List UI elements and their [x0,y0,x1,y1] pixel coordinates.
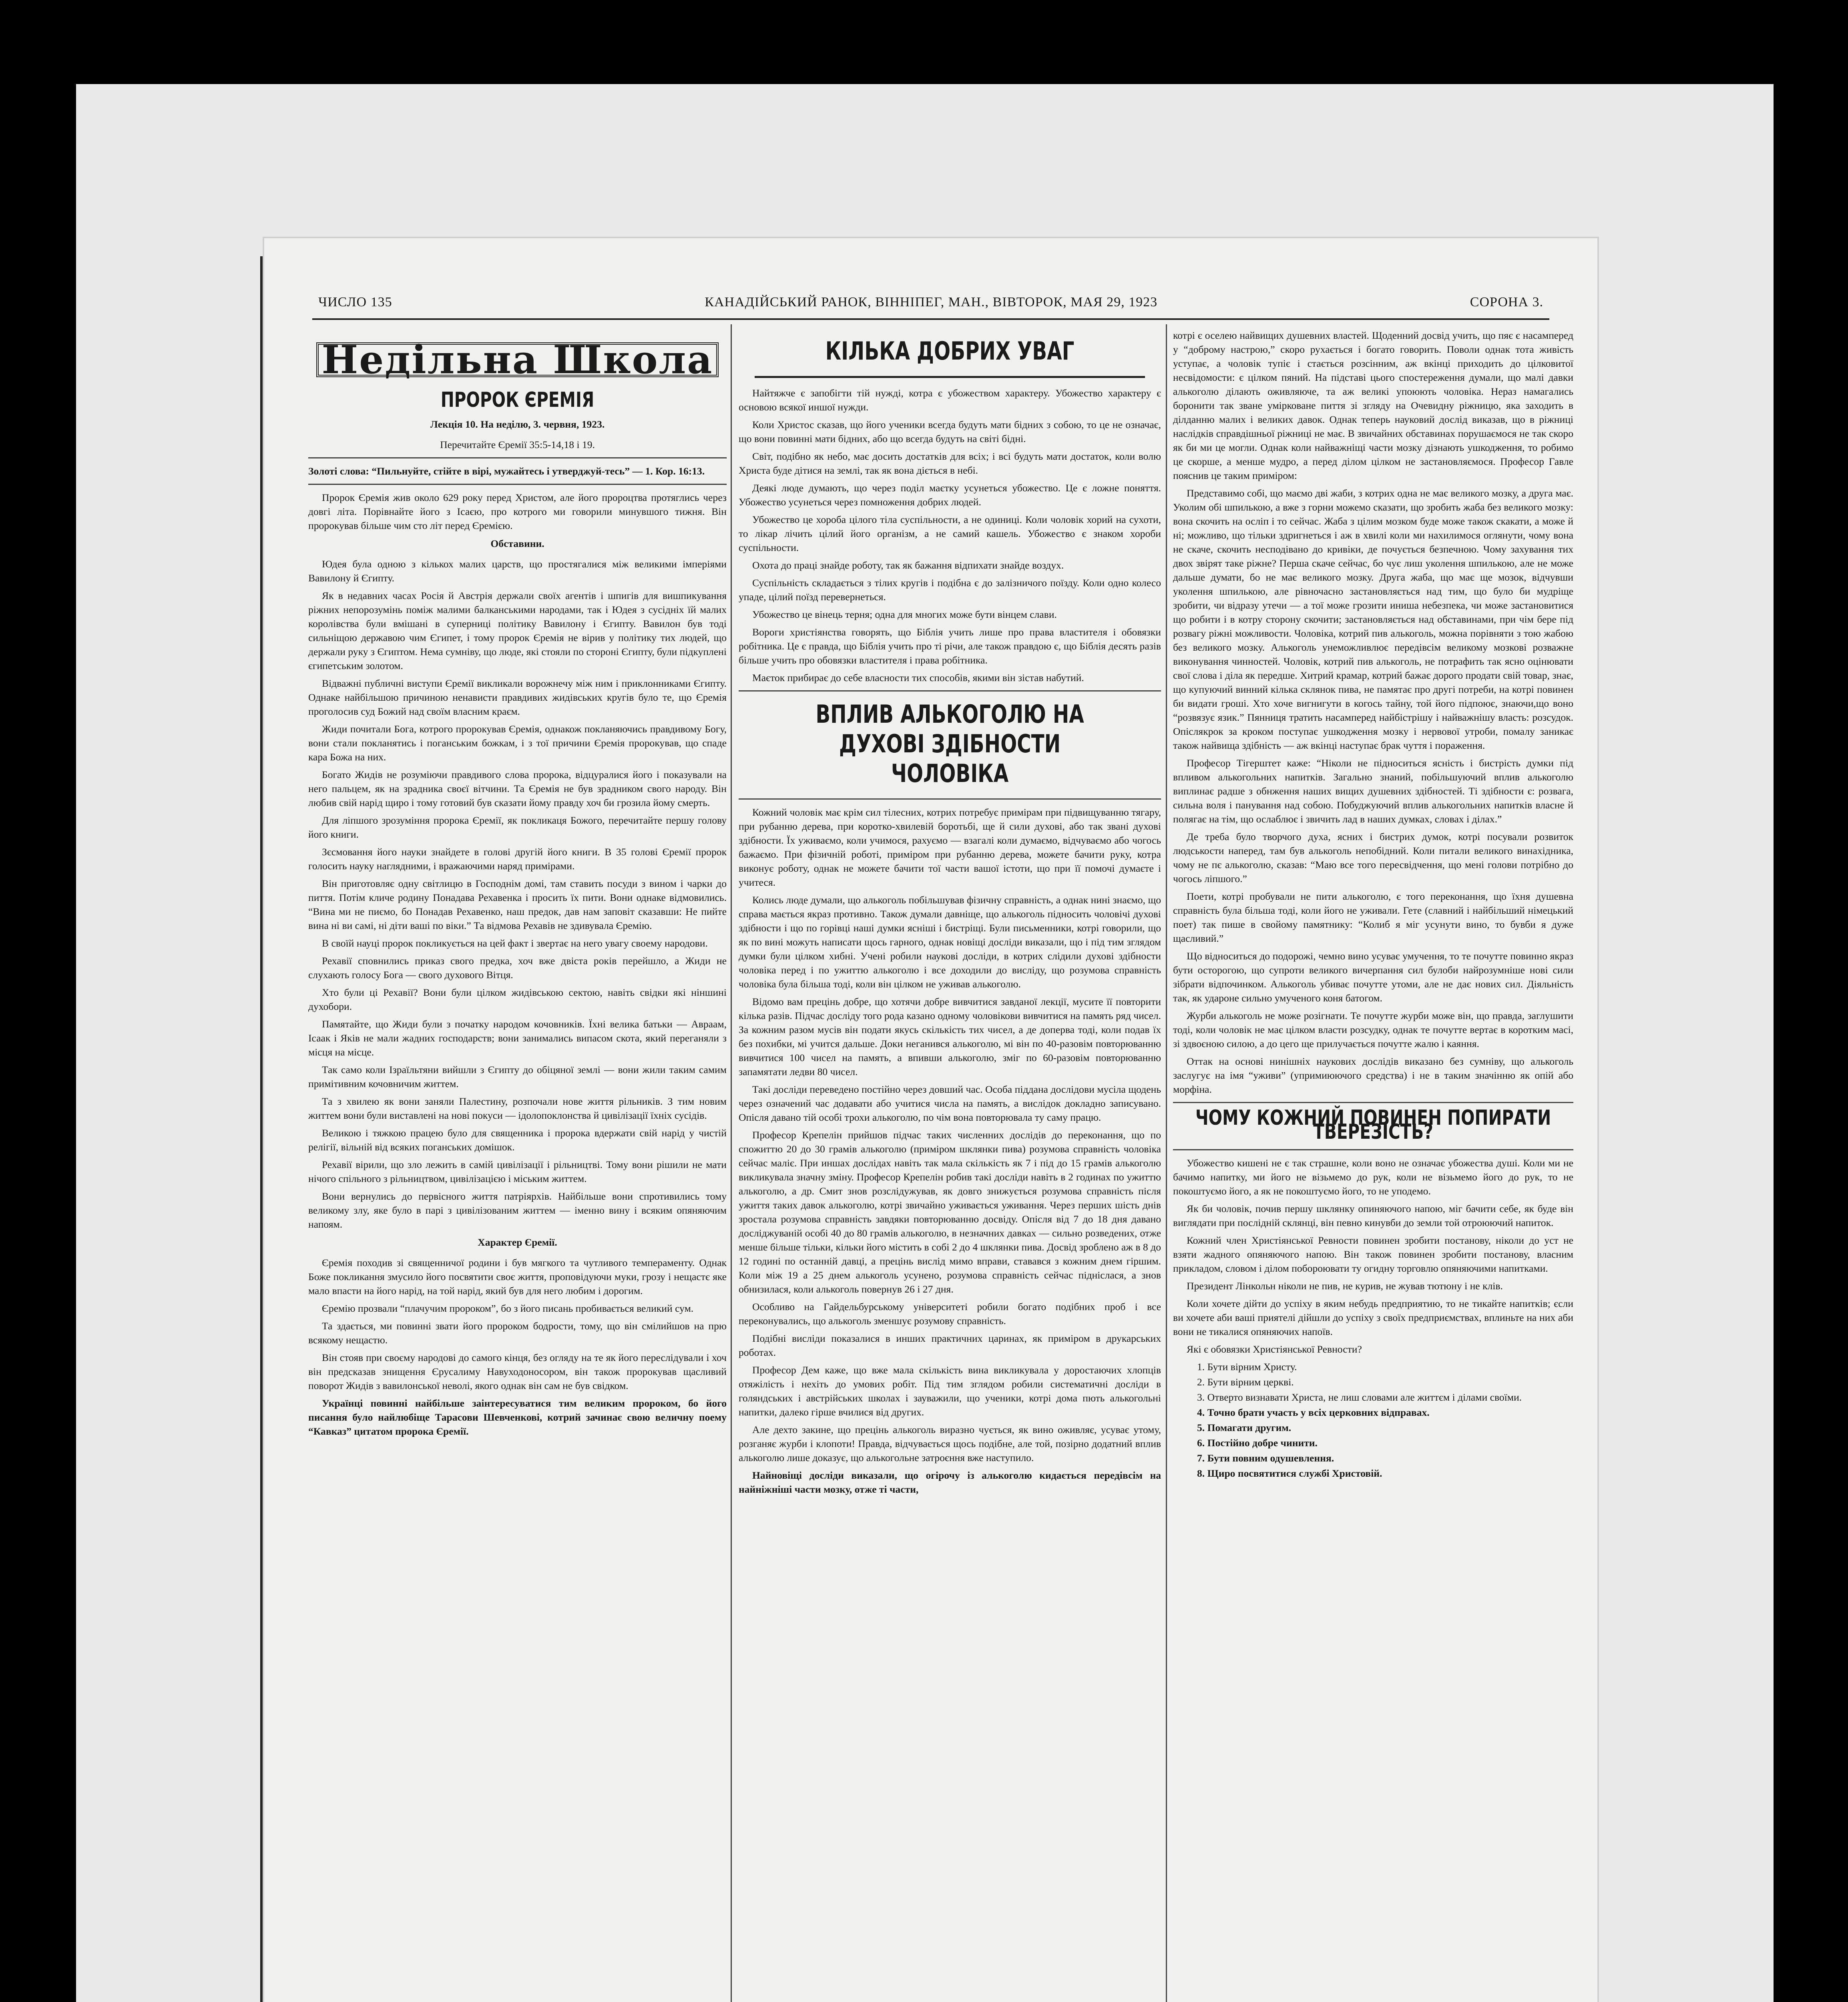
paragraph: Українці повинні найбільше заінтересуватися тим великим пророком, бо його писання було найлюбіще Тарасови Шевченкові, котрий зачинає свою величну поему “Кавказ” цитатом пророка Єремії. [308,1397,727,1437]
paragraph: Оттак на основі нинішніх наукових дослідів виказано без сумніву, що алькоголь заслугує на імя “уживи” (упримиюючого средства) і не в таким значінню як опій або морфіна. [1173,1055,1573,1095]
paragraph: Убожество це хороба цілого тіла суспільности, а не одиниці. Коли чоловік хорий на сухоти, то лікар лічить цілий його організм, а не самий кашель. Убожество є знаком хороби суспільности. [739,514,1161,553]
paragraph: Відважні публичні виступи Єремії викликали ворожнечу між ним і приклонниками Єгипту. Однаке найбільшою причиною ненависти правдивих жидівських кругів було те, що Єремія проголосив суд Божий над своїм власним краєм. [308,677,727,717]
issue-number: ЧИСЛО 135 [318,295,392,310]
reread-line: Перечитайте Єремії 35:5-14,18 і 19. [440,439,595,450]
lesson-line: Лекція 10. На неділю, 3. червня, 1923. [430,418,605,430]
paragraph: Кожний член Христіянської Ревности повинен зробити постанову, ніколи до уст не взяти жадного опяняючого напою. Він також повинен зробити постанову, власним прикладом, словом і ділом побороювати ту огидну торговлю опяняючими напитками. [1173,1234,1573,1274]
headline-rule [755,376,1145,378]
paragraph: Відомо вам прецінь добре, що хотячи добре вивчитися завданої лекції, мусите її повторити кілька разів. Підчас досліду того рода казано одному чоловікови вивчитися на память ряд чисел. За кожним разом мусів він подати якусь скількість тих чисел, а де доперва тоді, коли подав їх без похибки, мі учится дальше. Доки неганився алькоголю, мі він по 40-разовім повторюванню вивчитися 100 чисел на память, а впивши алькоголю, зміг по 60-разовім повторюванню запамятати ледви 80 чисел. [739,996,1161,1077]
column-sunday-school [308,328,727,1442]
column-rule-2 [1166,324,1167,2002]
paragraph: Маєток прибирає до себе власности тих способів, якими він зістав набутий. [752,672,1084,683]
paragraph: Він приготовляє одну світлицю в Господнім домі, там ставить посуди з вином і чарки до пиття. Потім кличе родину Понадава Рехавенка і просить їх пити. Вони однаке відмовились. “Вина ми не пиємо, бо Понадав Рехавенко, наш предок, дав нам заповіт сказавши: Не пийте вина ні ви самі, ні діти ваші по віки.” Та відмова Рехавів не здивувала Єремію. [308,878,727,931]
paragraph: Та з хвилею як вони заняли Палестину, розпочали нове життя рільників. З тим новим життем вони були виставлені на нові покуси — ідолопоклонства й цивілізації їхніх сусідів. [308,1095,727,1121]
list-item: 1. Бути вірним Христу. [1197,1361,1297,1373]
paragraph: Він стояв при своєму народові до самого кінця, без огляду на те як його переслідували і хоч він предсказав знищення Єрусалиму Навуходоносором, він також пророкував щасливий поворот Жидів з вавилонської неволі, якого однак він сам не був свідком. [308,1352,727,1391]
list-item: 2. Бути вірним церкві. [1197,1376,1294,1388]
article-headline: ЧОМУ КОЖНИЙ ПОВИНЕН ПОПИРАТИ ТВЕРЕЗІСТЬ? [1195,1106,1551,1144]
paragraph: Пророк Єремія жив около 629 року перед Христом, але його пророцтва протяглись через довгі літа. Порівнайте його з Ісаєю, про котрого ми говорили минувшого тижня. Він пророкував більше чим сто літ перед Єремією. [308,492,727,531]
list-item: 4. Точно брати участь у всіх церковних відправах. [1197,1407,1430,1418]
divider [1173,1149,1573,1150]
paragraph: Жиди почитали Бога, котрого пророкував Єремія, однакож покланяючись правдивому Богу, вони стали покланятись і поганським божкам, і з тої причини Єремія пророкував, що спаде кара Божа на них. [308,723,727,763]
paragraph: Поети, котрі пробували не пити алькоголю, є того переконання, що їхня душевна справність була більша тоді, коли його не уживали. Гете (славний і найбільший німецький поет) так пише в свойому памятнику: “Колиб я міг усунути вино, то бувби я дуже щасливий.” [1173,890,1573,944]
divider [308,484,727,485]
paragraph: Професор Тігерштет каже: “Ніколи не підноситься ясність і бистрість думки під впливом алькогольних напитків. Загально знаний, побільшуючий вплив алькоголю виплинає радше з обнження наших вищих душевних здібностей. Ті здібности є: розвага, сильна воля і панування над собою. Побуджуючий вплив алькогольних напитків власне й полягає на тім, що ослаблює і звичить лад в наших думках, словах і ділах.” [1173,757,1573,825]
article-headline: КІЛЬКА ДОБРИХ УВАГ [825,336,1075,366]
paragraph: Зєсмовання його науки знайдете в голові другій його книги. В 35 голові Єремії пророк голосить науку наглядними, і вражаючими наряд примірами. [308,846,727,872]
list-item: 7. Бути повним одушевлення. [1197,1452,1334,1464]
newspaper-page [264,238,1597,2002]
duties-list [1197,1360,1573,1480]
paragraph: Вони вернулись до первісного життя патріярхів. Найбільше вони спротивились тому великому злу, яке було в парі з цивілізованим життем — іменно вину і всяким опяняючим напоям. [308,1190,727,1230]
column-right [1173,328,1573,1481]
paragraph: Хто були ці Рехавії? Вони були цілком жидівською сектою, навіть свідки які ніншині духобори. [308,987,727,1012]
paragraph: Кожний чоловік має крім сил тілесних, котрих потребує примірам при підвищуванню тягару, при рубанню дерева, при коротко-хвилевій боротьбі, ще й сили духові, або так звані духові здібности. Їх уживаємо, коли учимося, рахуємо — взагалі коли думаємо, відчуваємо або чогось бажаємо. При фізичній роботі, приміром при рубанню дерева, можете бачити руку, котра виконує роботу, однак не можете бачити тої части вашої істоти, що при її помочі думаєте і учитеся. [739,806,1161,888]
paragraph: Охота до праці знайде роботу, так як бажання відпихати знайде воздух. [752,559,1064,571]
paragraph: Для ліпшого зрозуміння пророка Єремії, як покликаця Божого, перечитайте першу голову його книги. [308,814,727,840]
paragraph: Як би чоловік, почив першу шклянку опиняючого напою, міг бачити себе, як буде він виглядати при послідній склянці, він певно кинувби до земли той отроюючий напиток. [1173,1203,1573,1228]
paragraph: Богато Жидів не розуміючи правдивого слова пророка, відцуралися його і показували на него пальцем, як на зрадника своєї вітчини. Та Єремія не був зрадником свого народу. Він любив свій нарід щиро і тому готовий був сказати йому правду хоч би грозила йому смерть. [308,769,727,808]
golden-words: Золоті слова: “Пильнуйте, стійте в вірі, мужайтесь і утверджуй-тесь” — 1. Кор. 16:13. [308,465,705,477]
divider [1173,1102,1573,1103]
list-item: 6. Постійно добре чинити. [1197,1437,1318,1449]
paragraph: Найтяжче є запобігти тій нужді, котра є убожеством характеру. Убожество характеру є основою всякої иншої нужди. [739,387,1161,413]
paragraph: Але дехто закине, що прецінь алькоголь виразно чується, як вино оживляє, усуває утому, розганяє журби і клопоти! Правда, відчувається щось подібне, але той, позірно додатний вплив алькоголю лише доказує, що алькогольне затроєння вже наступило. [739,1424,1161,1463]
paragraph: Професор Крепелін прийшов підчас таких численних дослідів до переконання, що по спожиттю 20 до 30 грамів алькоголю (приміром шклянки пива) розумова справність чоловіка сейчас маліє. При иншах дослідах навіть так мала скількість як 7 і під до 15 грамів алькоголю викликувала значну зміну. Професор Крепелін робив такі досліди навіть в 2 годинах по ужиттю алькоголю, а др. Смит знов розслідужував, як довго знижується розумова справність після ужиття таких давок алькоголю, котрі звичайно уживається уживання. Через перших шість днів зростала розумова справність завдяки повторюванню досвіду. Опісля від 7 до 18 дня давано досліджуваній особі 40 до 80 грамів алькоголю, в незначних давках — сильно розведених, отже менше більше тільки, кільки його містить в собі 2 до 4 шклянки пива. Досвід зроблено аж в 8 до 12 годині по останній давці, а прецінь вислід мимо вправи, ставався з кожним днем гіршим. Коли між 19 а 25 днем алькоголь усунено, розумова справність сейчас підніслася, а знов обнизилася, коли алькоголь повернув 26 і 27 дня. [739,1129,1161,1295]
paragraph: Професор Дем каже, що вже мала скількість вина викликувала у доростаючих хлопців отяжілість і нехіть до умових робіт. Під тим зглядом робили систематичні досліди в голяндських і австрійських школах і зауважили, що ученики, котрі дома пють алькогольні напитки, далеко гірше вчилися від других. [739,1364,1161,1418]
header-rule [312,318,1549,320]
paragraph: Особливо на Гайдельбурському університеті робили богато подібних проб і все переконувались, що алькоголь зменшує розумову справність. [739,1301,1161,1327]
paragraph: Великою і тяжкою працею було для священника і пророка вдержати свій нарід у чистій релігії, вільній від всяких поганських домішок. [308,1127,727,1153]
page-number: СОРОНА 3. [1470,295,1543,310]
article-headline: ВПЛИВ АЛЬКОГОЛЮ НА ДУХОВІ ЗДІБНОСТИ ЧОЛОВІКА [816,699,1084,788]
paragraph: Суспільність складається з тілих кругів і подібна є до залізничого поїзду. Коли одно колесо упаде, цілий поїзд перевернеться. [739,577,1161,603]
paragraph: Подібні висліди показалися в инших практичних царинах, як приміром в друкарських роботах. [739,1333,1161,1358]
paragraph: Убожество кишені не є так страшне, коли воно не означає убожества душі. Коли ми не бачимо напитку, ми його не візьмемо до рук, коли не візьмемо його до рук, то не покоштуємо його, а як не покоштуємо його, то не уподемо. [1173,1157,1573,1197]
paragraph: Коли хочете дійти до успіху в яким небудь предприятию, то не тикайте напитків; єсли ви хочете аби ваші приятелі дійшли до успіху з своїх предприємствах, вплиньте на них аби вони не тикалися опяняючих напоїв. [1173,1298,1573,1337]
paragraph: Світ, подібно як небо, має досить достатків для всіх; і всі будуть мати достаток, коли волю Христа буде дітися на землі, так як вона діється в небі. [739,450,1161,476]
paragraph: Рехавії сповнились приказ свого предка, хоч вже двіста років перейшло, а Жиди не слухають голосу Бога — свого духового Вітця. [308,955,727,981]
paragraph: Рехавії вірили, що зло лежить в самій цивілізації і рільництві. Тому вони рішили не мати нічого спільного з рільництвом, цивілізацією і міським життем. [308,1159,727,1184]
list-item: 5. Помагати другим. [1197,1422,1292,1433]
subheading: Характер Єремії. [478,1236,557,1248]
paragraph: В своїй науці пророк покликується на цей факт і звертає на него увагу своему народови. [322,937,708,949]
paragraph: Та здається, ми повинні звати його пророком бодрости, тому, що він смілийшов на прю всякому нещастю. [308,1320,727,1346]
paragraph: Де треба було творчого духа, ясних і бистрих думок, котрі посували розвиток людськости наперед, там був алькоголь непобідний. Коли питали великого винахідника, чому не пє алькоголю, сказав: “Маю все того пересвідчення, що мені голови потрібно до чогось ліпшого.” [1173,831,1573,884]
column-rule-1 [731,324,732,2002]
paragraph: Юдея була одною з кількох малих царств, що простягалися між великими імперіями Вавилону й Єгипту. [308,558,727,584]
paragraph: Памятайте, що Жиди були з початку народом кочовників. Їхні велика батьки — Авраам, Ісаак і Яків не мали жадних господарств; вони занимались випасом скота, який переганяли з місця на місце. [308,1018,727,1058]
list-item: 3. Отверто визнавати Христа, не лиш словами але життєм і ділами своїми. [1197,1391,1522,1403]
paragraph: Як в недавних часах Росія й Австрія держали своїх агентів і шпигів для вишпикування ріжних непорозумінь поміж малими балканськими народами, так і Юдея з сусідніх їй малих королівства були вмішані в суперниці політику Вавилону і Єгипту. Вавилон був тоді сильніщою державою чим Єгипет, і тому пророк Єремія не вірив у політику тих людей, що держали руку з Єгиптом. Нема сумніву, що люде, які стояли по стороні Єгипту, були підкуплені єгипетським золотом. [308,590,727,671]
section-title: Недільна Школа [316,342,719,377]
paragraph: Які є обовязки Христіянської Ревности? [1187,1343,1362,1355]
list-item: 8. Щиро посвятитися службі Христовій. [1197,1467,1382,1479]
subheading: Обставини. [490,538,544,549]
paragraph: Що відноситься до подорожі, чемно вино усуває умучення, то те почутте повинно якраз бути осторогою, що супроти великого вичерпання сил булоби найрозумніше нові сили зібрати відпочинком. Алькоголь убиває почутте утоми, але не дає нових сил. Діяльність так, як удароне сильно умученого коня батогом. [1173,950,1573,1004]
paragraph: Убожество це вінець терня; одна для многих може бути вінцем слави. [752,609,1057,620]
paragraph: Єремія походив зі священничої родини і був мягкого та чутливого темпераменту. Однак Боже покликання змусило його посвятити своє життя, проповідуючи муки, грозу і нещастє яке мало впасти на його нарід, на той нарід, який був для него любим і дорогим. [308,1257,727,1296]
paragraph: Такі досліди переведено постійно через довший час. Особа піддана дослідови мусіла щодень через означений час додавати або учитися числа на память, а вислідок докладно записувано. Опісля давано тій особі трохи алькоголю, по чім вона повторювала ту саму працю. [739,1083,1161,1123]
paragraph: Так само коли Ізраїльтяни вийшли з Єгипту до обіцяної землі — вони жили таким самим примітивним кочовничим життем. [308,1064,727,1089]
paragraph: Журби алькоголь не може розігнати. Те почутте журби може він, що правда, заглушити тоді, коли чоловік не має цілком власти розсудку, однак те почутте вертає в коротким масі, зі здвоєною силою, а до цего ще прилучається почутте жалю і каяння. [1173,1010,1573,1049]
running-header [318,290,1543,314]
paragraph: котрі є оселею найвищих душевних властей. Щоденний досвід учить, що пяє є насамперед у “доброму настрою,” скоро рухається і богато говорить. Поволи однак тота живість уступає, а чоловік тупіє і стається розсінним, аж вкінці приходить до цілковитої несвідомости: є цілком пяний. На підставі цього спостереження думали, що малі давки алькоголю ділають оживляюче, та аж великі упоюють чоловіка. Нераз намагались боронити так зване умірковане пиття зі згляду на Очевидну ріжницю, яка заходить в ділданню малих і великих давок. Однак теперь науковий дослід виказав, що в ріжниці наслідків справдішньої ріжниці не має. В звичайних обставинах порушаємося не так скоро як би ми це могли. Однак коли найважніщі части мозку дізнають ушкодження, то робимо це скорше, а менше мудро, а перед ділом цілком не застановляємося. Професор Гавле пояснив це таким приміром: [1173,330,1573,481]
paragraph: Президент Лінкольн ніколи не пив, не курив, не жував тютюну і не клів. [1187,1280,1503,1292]
paragraph: Найновіщі досліди виказали, що огірочу із алькоголю кидається передівсім на найніжніші части мозку, отже ті части, [739,1469,1161,1495]
divider [308,457,727,458]
paragraph: Представимо собі, що маємо дві жаби, з котрих одна не має великого мозку, а друга має. Уколим обі шпилькою, а вже з горни можемо сказати, що зробить жаба без великого мозку: вона скочить на осліп і то сейчас. Жаба з цілим мозком буде може також скакати, а може й ні; можливо, що тільки здригнеться і аж в хвилі коли ми нахилимося оглянути, чому вона не скаче, скочить несподівано до кривіки, де почується безпечною. Чому захування тих двох звірят таке ріжне? Перша скаче сейчас, бо чує лиш уколення шпилькою, але не може дальше думати, бо не має великого мозку. Друга жаба, що має ще мозок, відчувши уколення шпилькою, але рівночасно застановляється над тим, що було би мудріще зробити, чи відразу утечи — а тої може грозити иниша небезпека, чи може застановитися що робити і в котру сторону скочити; застановляється над обставинами, при чім бере під розвагу ріжні можливости. Чоловіка, котрий пив алькоголь, можна порівняти з тою жабою без великого мозку. Алькоголь унеможливлює передівсім великому мозкові розважне виконування чинностей. Чоловік, котрий пив алькоголь, не потрафить так ясно оцінювати свої слова і діла як передше. Хитрий крамар, котрий бажає дорого продати свій товар, знає, що купуючий винний кілька склянок пива, не памятає про другі потреби, на котрі повинен би видати гроші. Хто хоче вигнигути в когось тайну, той його підпоює, знаючи,що воно “розвязує язик.” Пянниця тратить насамперед найбістрішу і найважнішу власть: розсудок. Опіслякрок за кроком поступає ушкодження мозку і нервової утроби, помалу заникає також найвища здібність — аж вкінці наступає брак чуття і пораження. [1173,487,1573,751]
paragraph: Коли Христос сказав, що його ученики всегда будуть мати бідних з собою, то це не означає, що вони повинні мати бідних, або що всегда будуть на світі бідні. [739,419,1161,444]
divider [739,690,1161,691]
paragraph: Деякі люде думають, що через поділ маєтку усунеться убожество. Це є ложне поняття. Убожество усунеться через помноження добрих людей. [739,482,1161,508]
paragraph: Колись люде думали, що алькоголь побільшував фізичну справність, а однак нині знаємо, що справа мається якраз противно. Також думали давніще, що алькоголь підносить чоловічі духові здібности і що по горівці наші думки ясніші і бистріщі. Були письменники, котрі говорили, що як по вині можуть написати щось гарного, однак новіщі досліди виказали, що і під тим зглядом думки були цілком хибні. Учені робили наукові досліди, в котрих слідили духові здібности чоловіка перед і по ужиттю алькоголю і все доходили до висліду, що розумова справність чоловіка була більша тоді, коли він цілком не уживав алькоголю. [739,894,1161,990]
paragraph: Єремію прозвали “плачучим пророком”, бо з його писань пробивається великий сум. [322,1303,694,1314]
paragraph: Вороги христіянства говорять, що Біблія учить лише про права властителя і обовязки робітника. Це є правда, що Біблія учить про ті річи, але також правдою є, що Біблія десять разів більше учить про обовязки властителя і права робітника. [739,626,1161,666]
column-middle [739,328,1161,1500]
divider [739,798,1161,800]
article-headline: ПРОРОК ЄРЕМІЯ [440,388,595,412]
masthead-line: КАНАДІЙСЬКИЙ РАНОК, ВІННІПЕГ, МАН., ВІВТОРОК, МАЯ 29, 1923 [705,295,1158,310]
